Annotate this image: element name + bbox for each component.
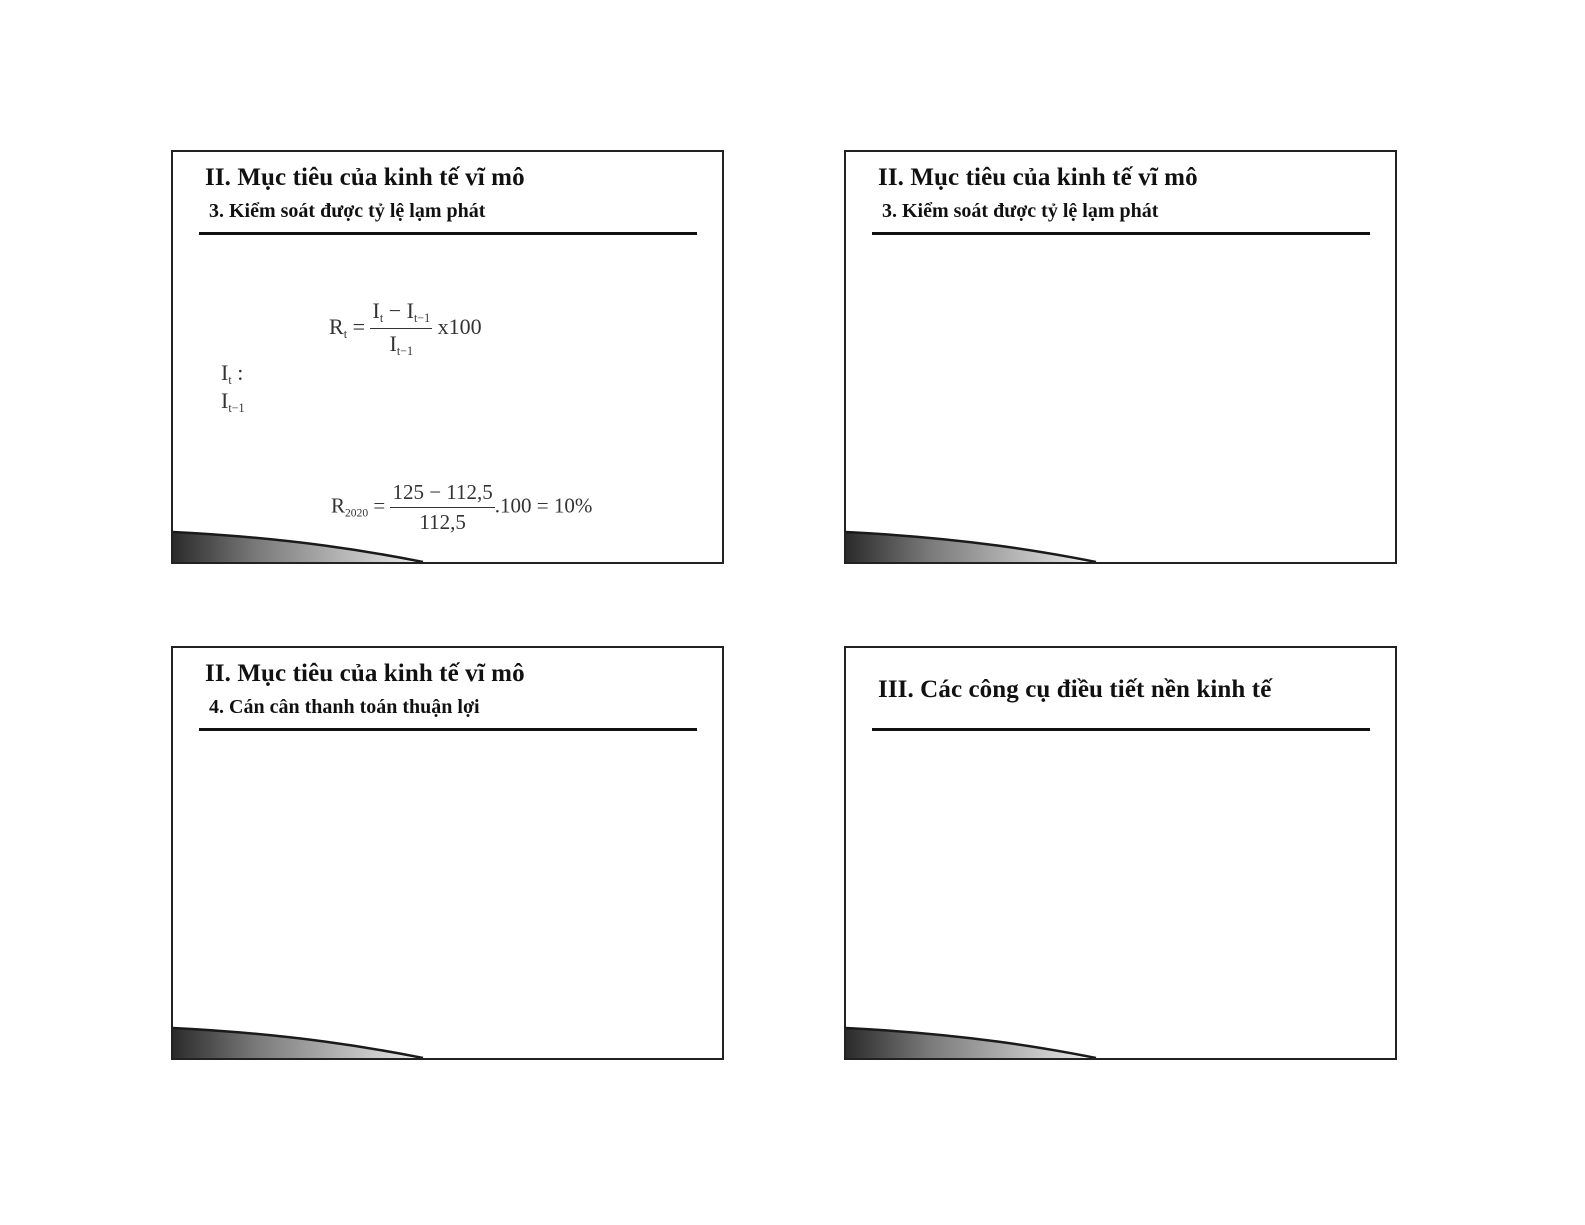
title-rule: [872, 232, 1370, 235]
example-numerator: 125 − 112,5: [390, 480, 494, 508]
slide-title: II. Mục tiêu của kinh tế vĩ mô: [205, 660, 525, 687]
slide-title: II. Mục tiêu của kinh tế vĩ mô: [878, 164, 1198, 191]
formula-numerator: $I_t - I_{t-1}$: [370, 298, 432, 329]
example-equals: =: [373, 493, 386, 518]
legend-current-index: $I_t$ :: [221, 360, 244, 388]
slide-title: III. Các công cụ điều tiết nền kinh tế: [878, 676, 1272, 703]
slide-subtitle: 3. Kiểm soát được tỷ lệ lạm phát: [882, 200, 1159, 222]
slide-subtitle: 3. Kiểm soát được tỷ lệ lạm phát: [209, 200, 486, 222]
formula-fraction: [370, 298, 432, 359]
title-rule: [199, 728, 697, 731]
formula-denominator: $I_{t-1}$: [389, 331, 414, 359]
formula-lhs-sub: t: [343, 327, 348, 342]
slide-3: [171, 646, 724, 1060]
example-lhs: R: [331, 493, 346, 518]
formula-lhs: R: [329, 313, 344, 339]
slide-4: [844, 646, 1397, 1060]
inflation-rate-formula: [329, 298, 482, 359]
corner-swoosh-decoration: [846, 1018, 1397, 1058]
slide-2: [844, 150, 1397, 564]
title-rule: [872, 728, 1370, 731]
corner-swoosh-decoration: [846, 522, 1397, 562]
corner-swoosh-decoration: [173, 522, 724, 562]
legend-previous-index: $I_{t-1}$: [221, 388, 245, 416]
slide-title: II. Mục tiêu của kinh tế vĩ mô: [205, 164, 525, 191]
title-rule: [199, 232, 697, 235]
example-lhs-sub: 2020: [345, 507, 369, 520]
corner-swoosh-decoration: [173, 1018, 724, 1058]
formula-tail: x100: [437, 313, 482, 339]
example-tail: .100 = 10%: [494, 493, 593, 518]
example-denominator: 112,5: [419, 510, 466, 534]
slide-1: [171, 150, 724, 564]
formula-equals: =: [352, 313, 365, 339]
slide-subtitle: 4. Cán cân thanh toán thuận lợi: [209, 696, 480, 718]
